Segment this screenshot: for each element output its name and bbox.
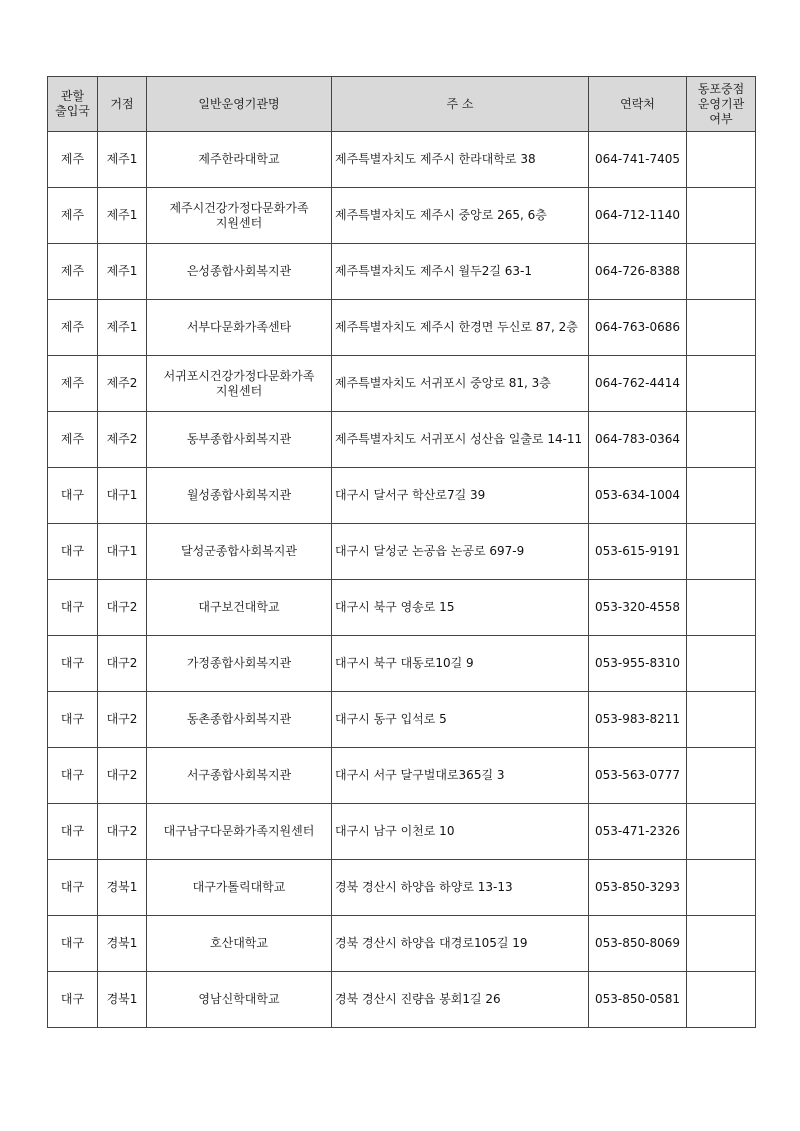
table-row (48, 468, 756, 524)
institution-table (47, 76, 756, 1028)
cell-hub: 제주1 (98, 132, 147, 188)
cell-phone: 053-320-4558 (589, 580, 687, 636)
header-hub: 거점 (98, 77, 147, 132)
cell-address: 대구시 북구 영송로 15 (332, 580, 589, 636)
cell-hub: 제주1 (98, 244, 147, 300)
cell-dual (687, 972, 756, 1028)
cell-office: 대구 (48, 860, 98, 916)
cell-phone: 053-615-9191 (589, 524, 687, 580)
cell-address: 제주특별자치도 제주시 한라대학로 38 (332, 132, 589, 188)
cell-office: 제주 (48, 188, 98, 244)
cell-org: 동부종합사회복지관 (147, 412, 332, 468)
cell-dual (687, 860, 756, 916)
cell-dual (687, 580, 756, 636)
table-body (48, 132, 756, 1028)
cell-office: 대구 (48, 972, 98, 1028)
table-row (48, 748, 756, 804)
cell-org: 호산대학교 (147, 916, 332, 972)
cell-org: 대구가톨릭대학교 (147, 860, 332, 916)
cell-phone: 064-783-0364 (589, 412, 687, 468)
cell-phone: 053-955-8310 (589, 636, 687, 692)
table-row (48, 188, 756, 244)
cell-hub: 대구2 (98, 580, 147, 636)
table-row (48, 636, 756, 692)
cell-office: 대구 (48, 748, 98, 804)
cell-office: 제주 (48, 244, 98, 300)
cell-dual (687, 356, 756, 412)
cell-office: 대구 (48, 524, 98, 580)
cell-hub: 경북1 (98, 972, 147, 1028)
cell-office: 대구 (48, 916, 98, 972)
header-row (48, 77, 756, 132)
cell-org: 서귀포시건강가정다문화가족 지원센터 (147, 356, 332, 412)
table-row (48, 524, 756, 580)
cell-phone: 053-471-2326 (589, 804, 687, 860)
cell-dual (687, 524, 756, 580)
cell-phone: 053-850-3293 (589, 860, 687, 916)
cell-hub: 대구2 (98, 692, 147, 748)
cell-address: 제주특별자치도 제주시 한경면 두신로 87, 2층 (332, 300, 589, 356)
cell-dual (687, 748, 756, 804)
cell-phone: 053-983-8211 (589, 692, 687, 748)
cell-phone: 064-762-4414 (589, 356, 687, 412)
table-row (48, 412, 756, 468)
header-org: 일반운영기관명 (147, 77, 332, 132)
cell-dual (687, 244, 756, 300)
cell-dual (687, 468, 756, 524)
cell-office: 대구 (48, 636, 98, 692)
cell-dual (687, 132, 756, 188)
table-row (48, 300, 756, 356)
cell-office: 대구 (48, 804, 98, 860)
cell-office: 대구 (48, 468, 98, 524)
cell-address: 대구시 동구 입석로 5 (332, 692, 589, 748)
cell-hub: 대구2 (98, 748, 147, 804)
cell-hub: 대구2 (98, 804, 147, 860)
cell-hub: 경북1 (98, 916, 147, 972)
cell-dual (687, 636, 756, 692)
cell-org: 서부다문화가족센타 (147, 300, 332, 356)
cell-phone: 064-741-7405 (589, 132, 687, 188)
cell-address: 제주특별자치도 서귀포시 성산읍 일출로 14-11 (332, 412, 589, 468)
table-row (48, 804, 756, 860)
cell-hub: 대구2 (98, 636, 147, 692)
table-row (48, 692, 756, 748)
header-address: 주 소 (332, 77, 589, 132)
cell-org: 월성종합사회복지관 (147, 468, 332, 524)
cell-dual (687, 300, 756, 356)
cell-address: 경북 경산시 하양읍 하양로 13-13 (332, 860, 589, 916)
cell-office: 제주 (48, 300, 98, 356)
cell-org: 제주한라대학교 (147, 132, 332, 188)
cell-org: 대구보건대학교 (147, 580, 332, 636)
cell-phone: 053-850-0581 (589, 972, 687, 1028)
cell-phone: 053-563-0777 (589, 748, 687, 804)
cell-hub: 대구1 (98, 524, 147, 580)
cell-hub: 대구1 (98, 468, 147, 524)
cell-hub: 제주2 (98, 412, 147, 468)
cell-hub: 제주2 (98, 356, 147, 412)
cell-office: 제주 (48, 132, 98, 188)
cell-address: 제주특별자치도 제주시 월두2길 63-1 (332, 244, 589, 300)
cell-phone: 064-712-1140 (589, 188, 687, 244)
header-office: 관할 출입국 (48, 77, 98, 132)
cell-org: 대구남구다문화가족지원센터 (147, 804, 332, 860)
cell-address: 경북 경산시 하양읍 대경로105길 19 (332, 916, 589, 972)
cell-phone: 053-850-8069 (589, 916, 687, 972)
cell-org: 가정종합사회복지관 (147, 636, 332, 692)
table-row (48, 972, 756, 1028)
table-row (48, 916, 756, 972)
cell-address: 대구시 서구 달구벌대로365길 3 (332, 748, 589, 804)
cell-org: 서구종합사회복지관 (147, 748, 332, 804)
cell-org: 동촌종합사회복지관 (147, 692, 332, 748)
table-row (48, 860, 756, 916)
cell-address: 대구시 남구 이천로 10 (332, 804, 589, 860)
cell-address: 제주특별자치도 서귀포시 중앙로 81, 3층 (332, 356, 589, 412)
cell-address: 제주특별자치도 제주시 중앙로 265, 6층 (332, 188, 589, 244)
cell-phone: 064-726-8388 (589, 244, 687, 300)
cell-hub: 제주1 (98, 188, 147, 244)
cell-phone: 053-634-1004 (589, 468, 687, 524)
cell-address: 대구시 북구 대동로10길 9 (332, 636, 589, 692)
cell-dual (687, 804, 756, 860)
cell-dual (687, 692, 756, 748)
cell-office: 제주 (48, 356, 98, 412)
table-row (48, 244, 756, 300)
cell-office: 제주 (48, 412, 98, 468)
table-row (48, 132, 756, 188)
cell-address: 경북 경산시 진량읍 봉회1길 26 (332, 972, 589, 1028)
cell-dual (687, 188, 756, 244)
table-row (48, 580, 756, 636)
cell-hub: 경북1 (98, 860, 147, 916)
cell-dual (687, 412, 756, 468)
cell-office: 대구 (48, 580, 98, 636)
cell-org: 영남신학대학교 (147, 972, 332, 1028)
cell-address: 대구시 달성군 논공읍 논공로 697-9 (332, 524, 589, 580)
cell-office: 대구 (48, 692, 98, 748)
table-row (48, 356, 756, 412)
cell-org: 달성군종합사회복지관 (147, 524, 332, 580)
header-phone: 연락처 (589, 77, 687, 132)
cell-address: 대구시 달서구 학산로7길 39 (332, 468, 589, 524)
cell-phone: 064-763-0686 (589, 300, 687, 356)
cell-org: 은성종합사회복지관 (147, 244, 332, 300)
cell-dual (687, 916, 756, 972)
cell-org: 제주시건강가정다문화가족 지원센터 (147, 188, 332, 244)
cell-hub: 제주1 (98, 300, 147, 356)
header-dual: 동포중점 운영기관 여부 (687, 77, 756, 132)
